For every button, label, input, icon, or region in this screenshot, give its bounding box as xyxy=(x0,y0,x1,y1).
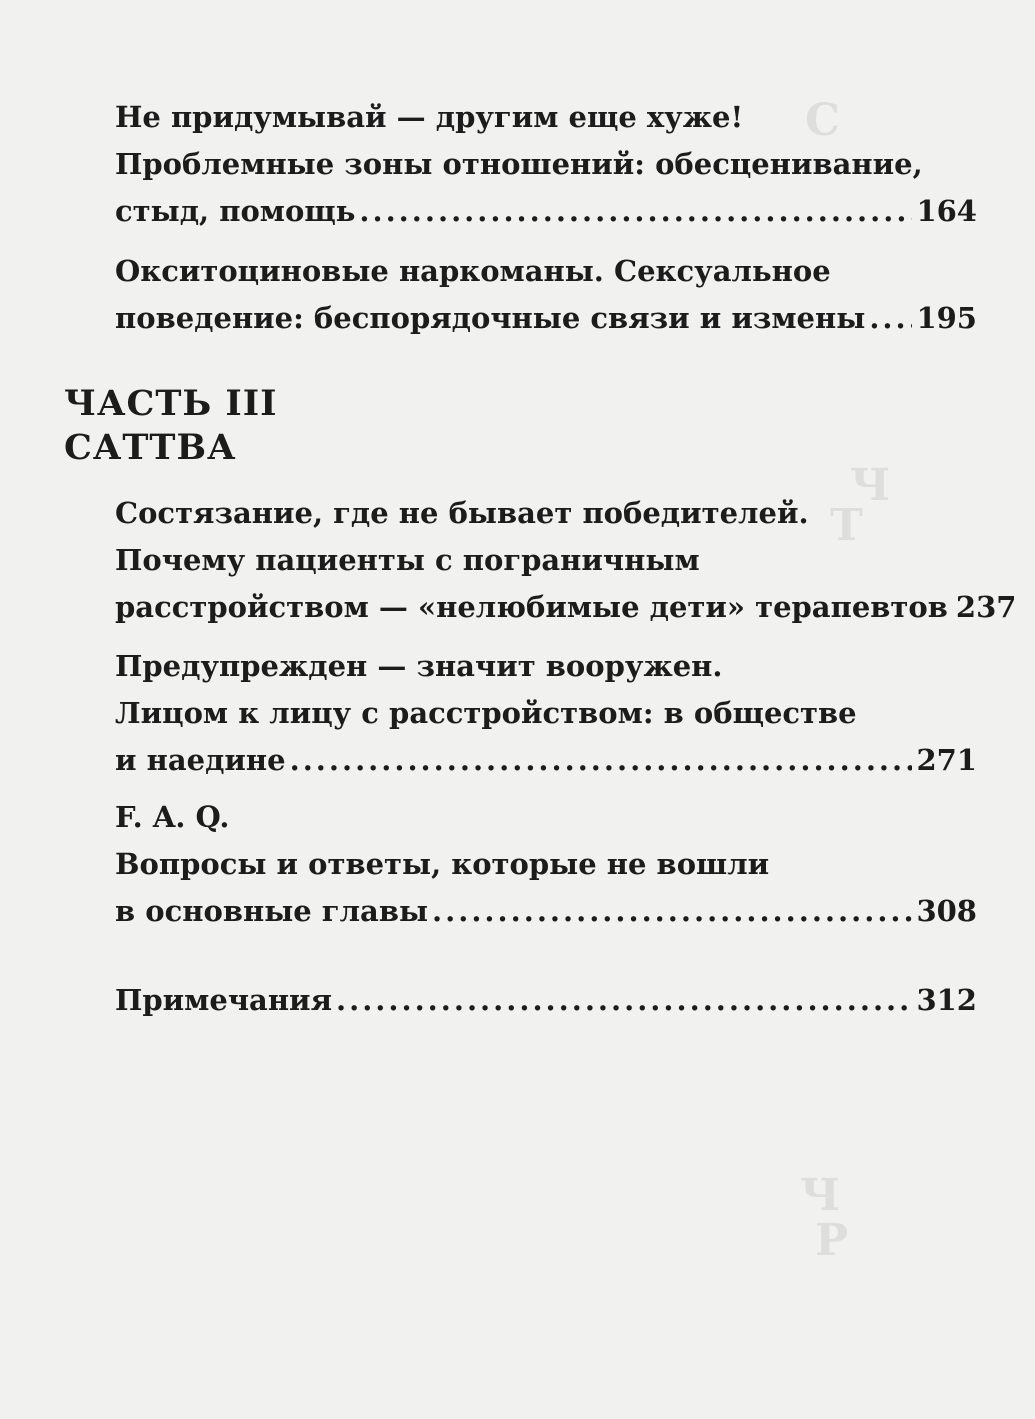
page-number: 164 xyxy=(916,194,977,228)
toc-entry-title-line: Почему пациенты с пограничным xyxy=(115,543,700,577)
toc-entry-final-line xyxy=(115,188,977,235)
part-title: САТТВА xyxy=(64,427,237,468)
toc-entry[interactable] xyxy=(115,643,977,784)
page-number: 237 xyxy=(955,590,1017,624)
dot-leader xyxy=(359,188,912,235)
dot-leader xyxy=(336,977,912,1024)
toc-entry-final-line xyxy=(115,737,977,784)
dot-leader xyxy=(290,737,913,784)
toc-entry-title-line: и наедине xyxy=(115,743,286,777)
toc-entry-title-line: поведение: беспорядочные связи и измены xyxy=(115,301,866,335)
toc-entry[interactable] xyxy=(115,94,977,235)
toc-entry-title-line: Лицом к лицу с расстройством: в обществе xyxy=(115,696,857,730)
toc-entry-final-line xyxy=(115,977,977,1024)
toc-entry-final-line xyxy=(115,888,977,935)
page-number: 308 xyxy=(916,894,977,928)
toc-entry-title-line: Проблемные зоны отношений: обесценивание, xyxy=(115,147,923,181)
toc-entry[interactable] xyxy=(115,977,977,1024)
toc-entry-title-line: в основные главы xyxy=(115,894,429,928)
toc-entry-title-line: Не придумывай — другим еще хуже! xyxy=(115,100,744,134)
toc-entry-title-line: стыд, помощь xyxy=(115,194,356,228)
toc-entry-title-line: F. A. Q. xyxy=(115,800,230,834)
toc-entry-title-line: Вопросы и ответы, которые не вошли xyxy=(115,847,770,881)
dot-leader xyxy=(432,888,912,935)
toc-entry-title-line: Окситоциновые наркоманы. Сексуальное xyxy=(115,254,831,288)
bleed-through-decoration: С xyxy=(805,95,843,146)
toc-entry-title-line: расстройством — «нелюбимые дети» терапевтов xyxy=(115,590,948,624)
toc-entry-title-line: Примечания xyxy=(115,983,332,1017)
toc-entry[interactable] xyxy=(115,490,1017,631)
toc-entry-title-line: Состязание, где не бывает победителей. xyxy=(115,496,809,530)
bleed-through-decoration: Ч xyxy=(850,460,893,511)
bleed-through-decoration: Р xyxy=(815,1215,851,1266)
page-number: 271 xyxy=(916,743,977,777)
part-label: ЧАСТЬ III xyxy=(64,383,278,424)
page-number: 312 xyxy=(916,983,977,1017)
bleed-through-decoration: Т xyxy=(830,500,865,551)
dot-leader xyxy=(869,295,912,342)
toc-entry-final-line xyxy=(115,584,1017,631)
bleed-through-decoration: Ч xyxy=(800,1170,843,1221)
toc-entry-title-line: Предупрежден — значит вооружен. xyxy=(115,649,723,683)
part-heading xyxy=(64,382,278,470)
toc-entry[interactable] xyxy=(115,248,977,342)
toc-entry-final-line xyxy=(115,295,977,342)
toc-entry[interactable] xyxy=(115,794,977,935)
page-number: 195 xyxy=(916,301,977,335)
